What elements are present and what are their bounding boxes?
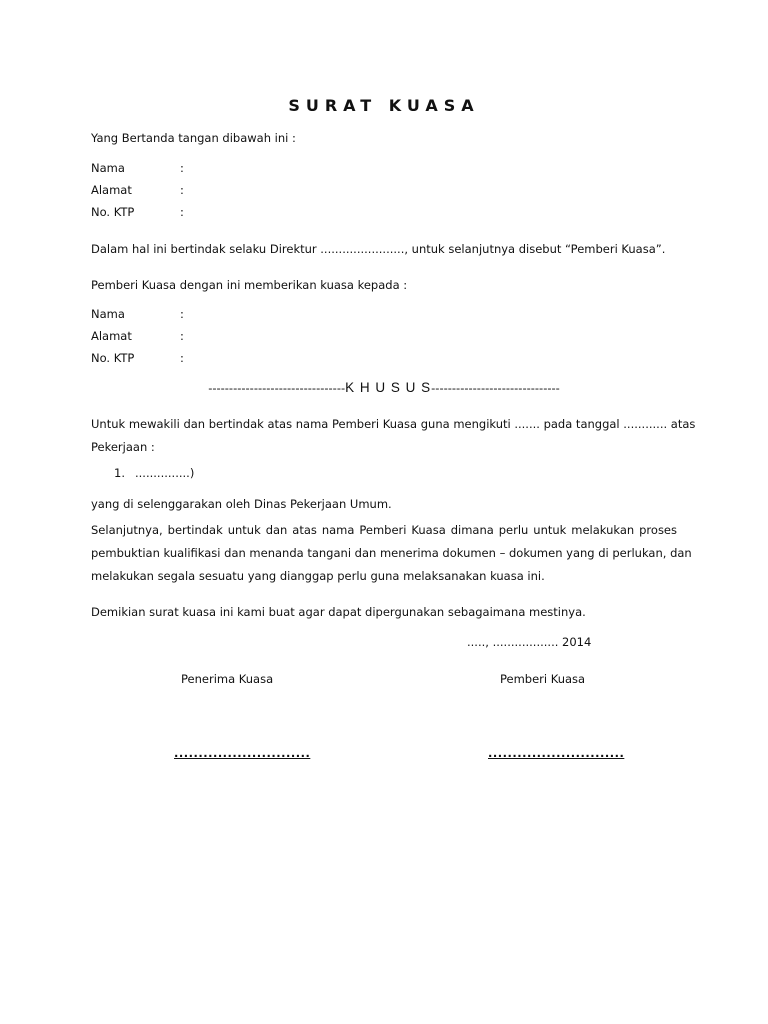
scope-line-2: pembuktian kualifikasi dan menanda tangani dan menerima dokumen – dokumen yang di perlukan, dan xyxy=(91,546,692,560)
letter-title: SURAT KUASA xyxy=(288,96,480,115)
giver-signature-line: ............................ xyxy=(488,746,625,760)
purpose-line-2: Pekerjaan : xyxy=(91,440,155,454)
closing-sentence: Demikian surat kuasa ini kami buat agar dapat dipergunakan sebagaimana mestinya. xyxy=(91,605,586,619)
khusus-divider xyxy=(0,380,768,396)
place-date: ....., .................. 2014 xyxy=(467,635,592,649)
scope-line-1: Selanjutnya, bertindak untuk dan atas nama Pemberi Kuasa dimana perlu untuk melakukan proses xyxy=(91,523,677,537)
receiver-signature-label: Penerima Kuasa xyxy=(181,672,274,686)
scope-line-3: melakukan segala sesuatu yang dianggap perlu guna melaksanakan kuasa ini. xyxy=(91,569,545,583)
list-item-number: 1. xyxy=(114,466,125,480)
organizer-sentence: yang di selenggarakan oleh Dinas Pekerjaan Umum. xyxy=(91,497,392,511)
giver-ktp-colon: : xyxy=(180,205,184,219)
giver-address-label: Alamat xyxy=(91,183,132,197)
khusus-left-dashes: --------------------------------- xyxy=(208,381,346,395)
capacity-sentence: Dalam hal ini bertindak selaku Direktur ......................., untuk selanjutnya disebut “Pemberi Kuasa”. xyxy=(91,242,666,256)
giver-address-colon: : xyxy=(180,183,184,197)
purpose-line-1: Untuk mewakili dan bertindak atas nama Pemberi Kuasa guna mengikuti ....... pada tanggal ............ atas xyxy=(91,417,696,431)
receiver-ktp-label: No. KTP xyxy=(91,351,135,365)
receiver-address-label: Alamat xyxy=(91,329,132,343)
receiver-address-colon: : xyxy=(180,329,184,343)
receiver-signature-line: ............................ xyxy=(174,746,311,760)
giver-ktp-label: No. KTP xyxy=(91,205,135,219)
khusus-right-dashes: ------------------------------- xyxy=(431,381,560,395)
list-item-text: ...............) xyxy=(135,466,195,480)
intro-text: Yang Bertanda tangan dibawah ini : xyxy=(91,131,296,145)
giver-name-label: Nama xyxy=(91,161,125,175)
khusus-word: K H U S U S xyxy=(345,380,432,395)
receiver-ktp-colon: : xyxy=(180,351,184,365)
giver-name-colon: : xyxy=(180,161,184,175)
receiver-name-label: Nama xyxy=(91,307,125,321)
receiver-name-colon: : xyxy=(180,307,184,321)
giver-signature-label: Pemberi Kuasa xyxy=(500,672,586,686)
grant-sentence: Pemberi Kuasa dengan ini memberikan kuasa kepada : xyxy=(91,278,408,292)
